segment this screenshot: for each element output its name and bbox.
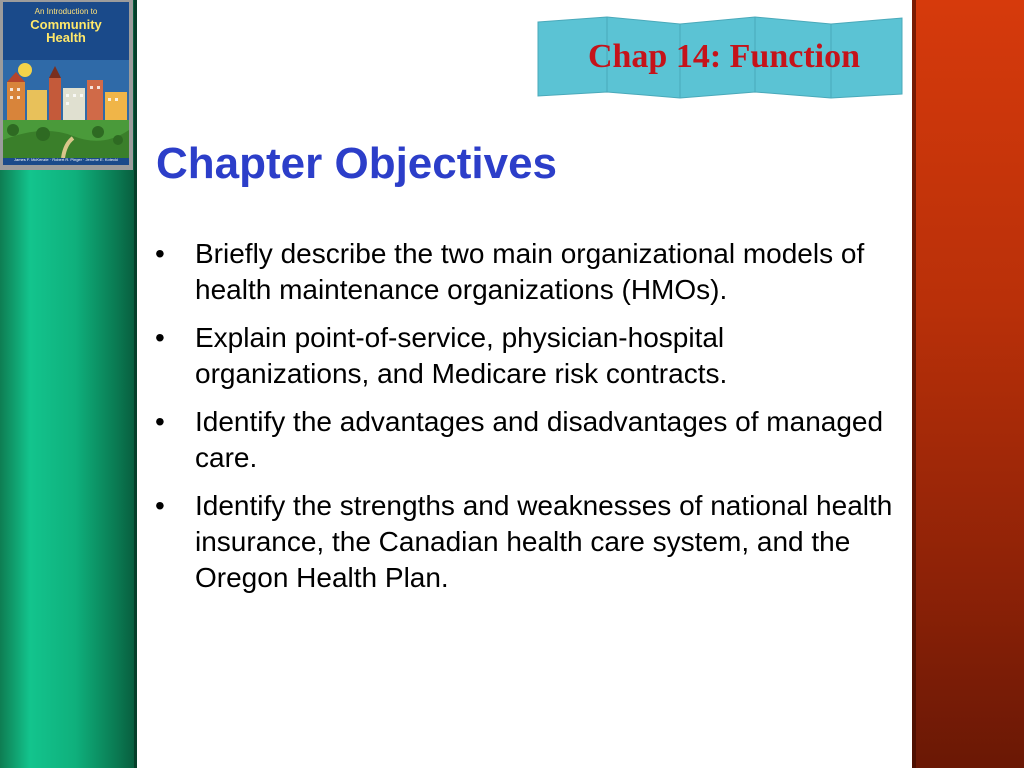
objective-item — [155, 236, 895, 308]
bullet-marker: • — [155, 322, 165, 353]
book-cover-authors: James F. McKenzie · Robert R. Pinger · Jerome E. Kotecki — [13, 157, 119, 162]
objective-item — [155, 320, 895, 392]
objective-text: Identify the strengths and weaknesses of national health insurance, the Canadian health care system, and the Oregon Health Plan. — [195, 490, 893, 593]
objective-text: Identify the advantages and disadvantages of managed care. — [195, 406, 884, 473]
bullet-marker: • — [155, 490, 165, 521]
chapter-banner — [535, 14, 905, 100]
bullet-marker: • — [155, 238, 165, 269]
book-cover-illustration — [3, 60, 129, 158]
book-cover-line2: Community — [30, 17, 102, 32]
slide-title: Chapter Objectives — [156, 139, 558, 188]
book-cover-frame — [0, 0, 133, 170]
objective-item — [155, 404, 895, 476]
bullet-marker: • — [155, 406, 165, 437]
book-cover-line1: An Introduction to — [34, 7, 98, 16]
book-cover-title — [3, 8, 129, 44]
objective-text: Explain point-of-service, physician-hospital organizations, and Medicare risk contracts. — [195, 322, 728, 389]
chapter-banner-label: Chap 14: Function — [587, 38, 861, 75]
book-cover-line3: Health — [46, 30, 86, 45]
objective-text: Briefly describe the two main organizational models of health maintenance organizations (HMOs). — [195, 238, 865, 305]
objective-item — [155, 488, 895, 596]
right-decorative-band — [912, 0, 1024, 768]
book-cover-image — [3, 2, 129, 165]
objectives-list — [155, 236, 895, 608]
